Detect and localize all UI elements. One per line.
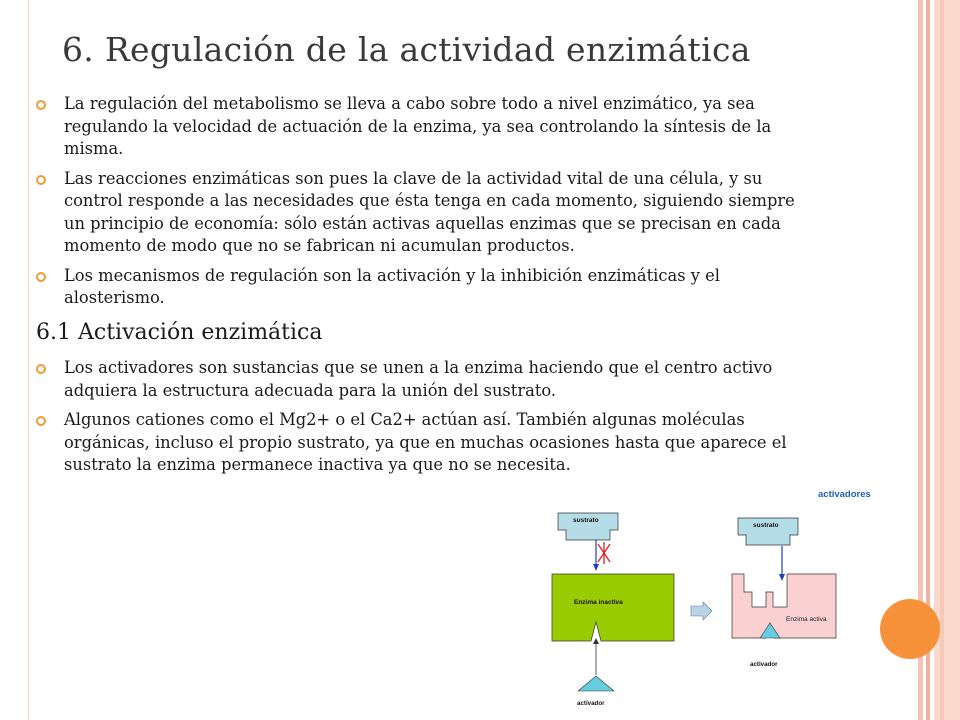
bullet-icon (36, 272, 46, 282)
bullet-item: Los mecanismos de regulación son la activación y la inhibición enzimáticas y el alosterismo. (36, 265, 806, 310)
left-enzyme-label: Enzima inactiva (574, 599, 623, 606)
left-activator-label: activador (577, 700, 605, 707)
slide-title: 6. Regulación de la actividad enzimática (62, 30, 751, 69)
activation-diagram (520, 480, 880, 720)
section-bullet-list (36, 357, 806, 484)
left-substrate-arrowhead (593, 564, 599, 571)
bullet-icon (36, 416, 46, 426)
right-enzyme-label: Enzima activa (786, 616, 827, 623)
left-substrate-label: sustrato (573, 517, 599, 524)
left-activator-shape (578, 676, 614, 691)
section-heading: 6.1 Activación enzimática (36, 320, 323, 345)
bullet-item: Las reacciones enzimáticas son pues la clave de la actividad vital de una célula, y su control responde a las necesidades que ésta tenga en cada momento, siguiendo siempre un principio de economía: sólo están activas aquellas enzimas que se precisan en cada momento de modo que no se fabrican ni acumulan productos. (36, 168, 806, 258)
bullet-item: Algunos cationes como el Mg2+ o el Ca2+ actúan así. También algunas moléculas orgánicas, incluso el propio sustrato, ya que en muchas ocasiones hasta que aparece el sustrato la enzima permanece inactiva ya que no se necesita. (36, 409, 806, 477)
right-activator-label: activador (750, 661, 778, 668)
bullet-icon (36, 100, 46, 110)
right-substrate-label: sustrato (753, 522, 779, 529)
right-active-enzyme (732, 574, 836, 638)
left-inactive-enzyme (552, 574, 674, 641)
bullet-item: Los activadores son sustancias que se unen a la enzima haciendo que el centro activo adquiera la estructura adecuada para la unión del sustrato. (36, 357, 806, 402)
bullet-icon (36, 364, 46, 374)
bullet-item: La regulación del metabolismo se lleva a cabo sobre todo a nivel enzimático, ya sea regulando la velocidad de actuación de la enzima, ya sea controlando la síntesis de la misma. (36, 93, 806, 161)
diagram-title: activadores (818, 489, 871, 500)
left-frame-line (28, 0, 29, 720)
intro-bullet-list (36, 93, 806, 317)
transition-arrow (691, 602, 712, 620)
decorative-circle (880, 599, 940, 659)
bullet-icon (36, 175, 46, 185)
